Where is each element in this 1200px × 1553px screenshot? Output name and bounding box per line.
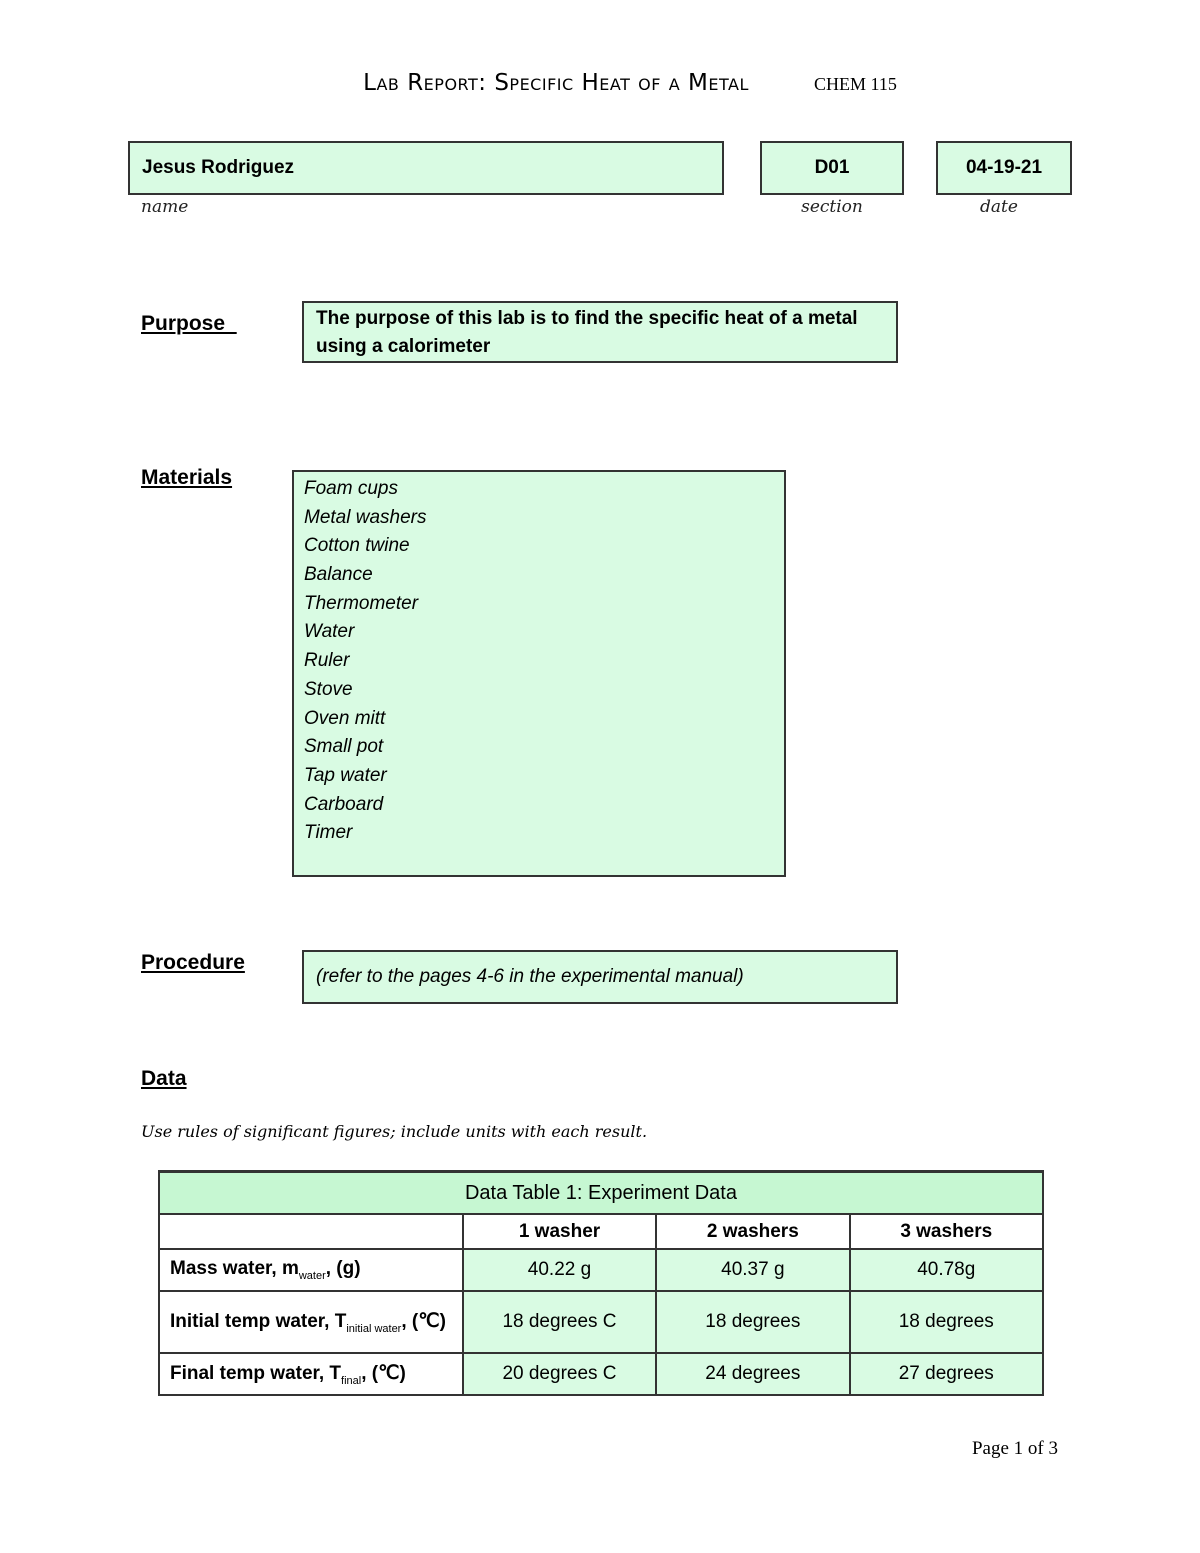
list-item: Carboard xyxy=(304,793,384,815)
table-cell[interactable]: 18 degrees xyxy=(656,1291,849,1353)
list-item: Thermometer xyxy=(304,592,419,614)
table-row xyxy=(159,1249,1043,1291)
column-header: 2 washers xyxy=(656,1214,849,1249)
data-label: Data xyxy=(141,1067,187,1090)
procedure-label: Procedure xyxy=(141,951,245,974)
row-label: Final temp water, $T_{final}$, (℃) xyxy=(159,1353,463,1395)
table-cell[interactable]: 18 degrees xyxy=(850,1291,1043,1353)
list-item: Metal washers xyxy=(304,506,427,528)
table-cell[interactable]: 20 degrees C xyxy=(463,1353,656,1395)
purpose-text-box[interactable] xyxy=(302,301,898,363)
list-item: Ruler xyxy=(304,650,350,672)
page-number: Page 1 of 3 xyxy=(971,1438,1058,1459)
name-caption: name xyxy=(141,197,189,217)
section-value: D01 xyxy=(814,157,850,178)
column-header xyxy=(159,1214,463,1249)
name-field[interactable] xyxy=(128,141,724,195)
materials-list xyxy=(304,475,774,848)
list-item: Tap water xyxy=(304,764,387,786)
table-cell[interactable]: 40.78g xyxy=(850,1249,1043,1291)
row-label: Initial temp water, $T_{initial water}$, (℃) xyxy=(159,1291,463,1353)
list-item: Foam cups xyxy=(304,478,398,499)
table-header-row xyxy=(159,1214,1043,1249)
materials-label: Materials xyxy=(141,466,233,489)
table-row xyxy=(159,1353,1043,1395)
date-caption: date xyxy=(980,197,1018,217)
purpose-text: The purpose of this lab is to find the specific heat of a metal using a calorimeter xyxy=(316,308,858,357)
column-header: 1 washer xyxy=(463,1214,656,1249)
table-cell[interactable]: 40.37 g xyxy=(656,1249,849,1291)
table-caption: Data Table 1: Experiment Data xyxy=(159,1172,1043,1215)
data-instruction: Use rules of significant figures; include units with each result. xyxy=(141,1122,648,1141)
list-item: Small pot xyxy=(304,736,384,758)
list-item: Water xyxy=(304,621,355,643)
purpose-label: Purpose xyxy=(141,312,237,335)
experiment-data-table xyxy=(158,1170,1044,1396)
table-cell[interactable]: 40.22 g xyxy=(463,1249,656,1291)
list-item: Balance xyxy=(304,564,373,586)
list-item: Timer xyxy=(304,822,353,844)
row-label: Mass water, $m_{water}$, (g) xyxy=(159,1249,463,1291)
table-cell[interactable]: 24 degrees xyxy=(656,1353,849,1395)
date-field[interactable] xyxy=(936,141,1072,195)
procedure-text-box[interactable] xyxy=(302,950,898,1004)
course-code: CHEM 115 xyxy=(813,74,897,94)
column-header: 3 washers xyxy=(850,1214,1043,1249)
name-value: Jesus Rodriguez xyxy=(142,157,295,178)
list-item: Cotton twine xyxy=(304,535,410,557)
table-cell[interactable]: 27 degrees xyxy=(850,1353,1043,1395)
date-value: 04-19-21 xyxy=(965,157,1043,178)
procedure-text: (refer to the pages 4-6 in the experimental manual) xyxy=(316,966,744,987)
report-header xyxy=(0,70,1200,96)
list-item: Stove xyxy=(304,678,353,700)
report-title: Lab Report: Specific Heat of a Metal xyxy=(363,70,749,96)
table-row xyxy=(159,1291,1043,1353)
list-item: Oven mitt xyxy=(304,707,386,729)
materials-list-box[interactable] xyxy=(292,470,786,877)
section-field[interactable] xyxy=(760,141,904,195)
section-caption: section xyxy=(801,197,863,217)
table-cell[interactable]: 18 degrees C xyxy=(463,1291,656,1353)
